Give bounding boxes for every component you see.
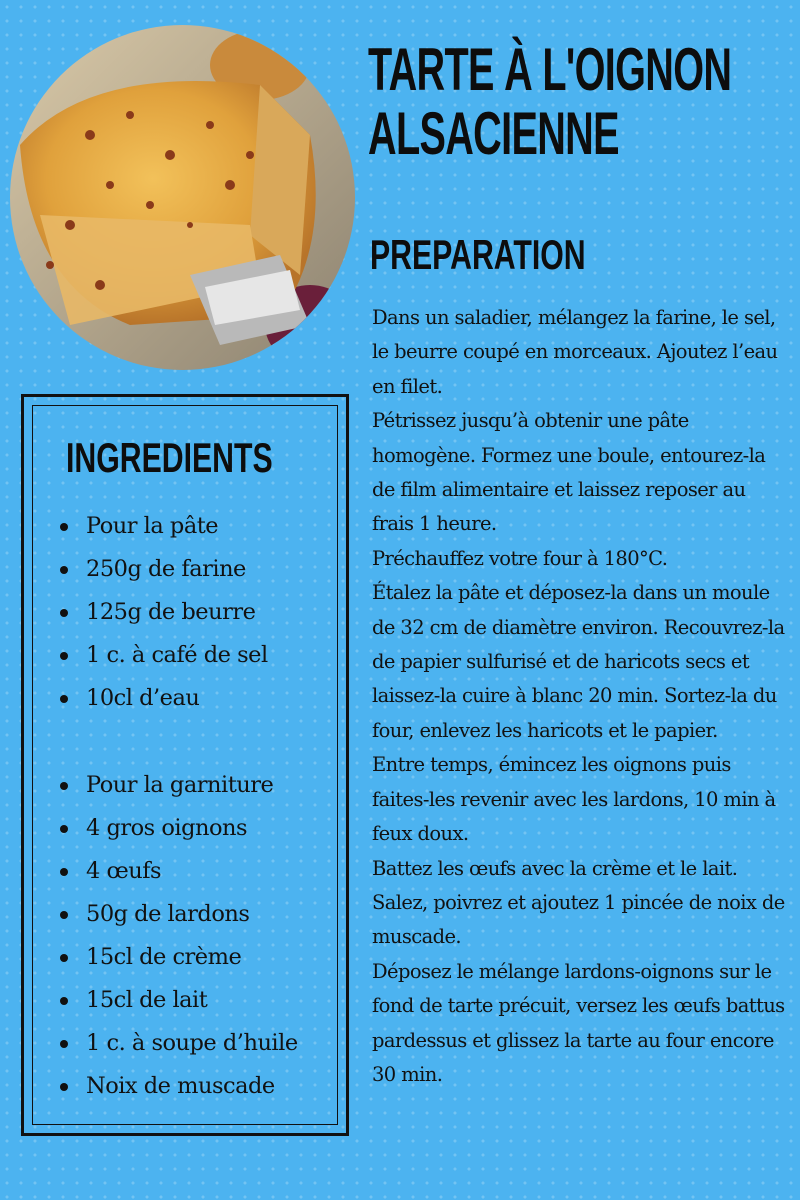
preparation-step: Entre temps, émincez les oignons puis faites-les revenir avec les lardons, 10 min à feux doux. [372, 753, 776, 846]
preparation-text [372, 301, 790, 1092]
ingredient-item: Pour la garniture [60, 764, 298, 807]
ingredients-list-pate [60, 505, 268, 720]
recipe-title-line-1: TARTE À L'OIGNON [368, 36, 732, 103]
ingredient-item: 250g de farine [60, 548, 268, 591]
ingredient-item: 4 œufs [60, 850, 298, 893]
preparation-step: Étalez la pâte et déposez-la dans un moule de 32 cm de diamètre environ. Recouvrez-la de papier sulfurisé et de haricots secs et laissez-la cuire à blanc 20 min. Sortez-la du four, enlevez les haricots et le papier. [372, 581, 785, 742]
preparation-heading: PREPARATION [370, 231, 586, 278]
ingredient-item: 1 c. à soupe d’huile [60, 1022, 298, 1065]
ingredient-item: 50g de lardons [60, 893, 298, 936]
ingredient-item: 10cl d’eau [60, 677, 268, 720]
ingredient-item: Noix de muscade [60, 1065, 298, 1108]
ingredient-item: 1 c. à café de sel [60, 634, 268, 677]
preparation-step: Battez les œufs avec la crème et le lait. Salez, poivrez et ajoutez 1 pincée de noix de muscade. [372, 856, 785, 949]
ingredient-item: 4 gros oignons [60, 807, 298, 850]
recipe-title [368, 36, 732, 167]
preparation-step: Pétrissez jusqu’à obtenir une pâte homogène. Formez une boule, entourez-la de film alimentaire et laissez reposer au frais 1 heure. [372, 409, 766, 536]
tart-photo [10, 25, 355, 370]
recipe-title-line-2: ALSACIENNE [368, 100, 619, 167]
ingredient-item: 15cl de lait [60, 979, 298, 1022]
preparation-step: Préchauffez votre four à 180°C. [372, 546, 668, 570]
ingredients-heading: INGREDIENTS [66, 434, 273, 481]
onion-tart-photo-illustration [10, 25, 355, 370]
preparation-step: Déposez le mélange lardons-oignons sur le fond de tarte précuit, versez les œufs battus pardessus et glissez la tarte au four encore 30 min. [372, 959, 785, 1086]
preparation-step: Dans un saladier, mélangez la farine, le sel, le beurre coupé en morceaux. Ajoutez l’eau en filet. [372, 306, 778, 398]
ingredients-list-garniture [60, 764, 298, 1108]
ingredient-item: Pour la pâte [60, 505, 268, 548]
ingredient-item: 125g de beurre [60, 591, 268, 634]
ingredient-item: 15cl de crème [60, 936, 298, 979]
